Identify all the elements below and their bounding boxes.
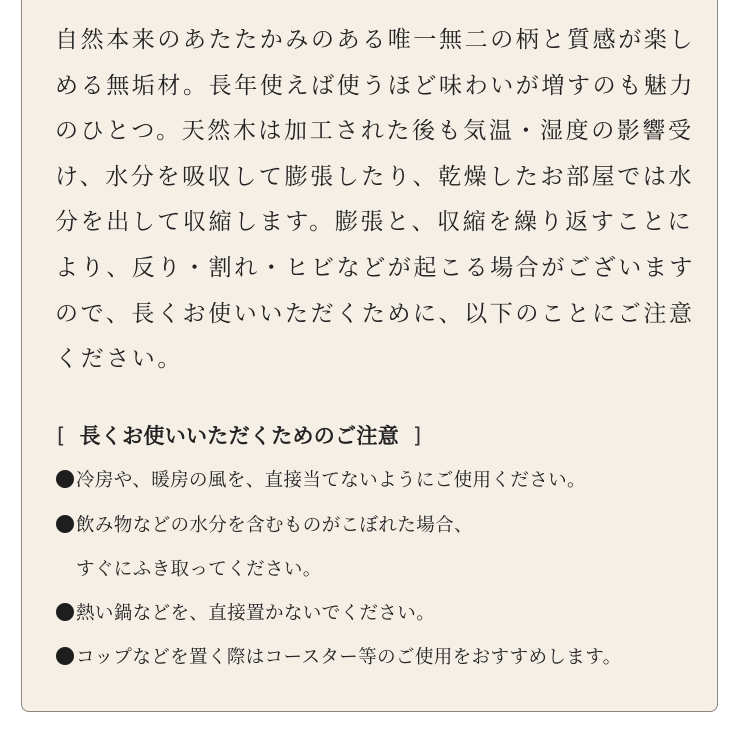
heading-open-bracket: [ xyxy=(57,424,66,448)
intro-line: より、反り・割れ・ヒビなどが起こる場合がございます xyxy=(55,254,695,281)
bullet-icon xyxy=(56,603,74,621)
bullet-icon xyxy=(56,647,74,665)
caution-text: コップなどを置く際はコースター等のご使用をおすすめします。 xyxy=(76,647,622,668)
caution-text: 冷房や、暖房の風を、直接当てないようにご使用ください。 xyxy=(76,470,586,491)
intro-line: ください。 xyxy=(55,346,183,373)
heading-close-bracket: ] xyxy=(413,424,422,448)
caution-item xyxy=(56,600,435,628)
intro-line: 分を出して収縮します。膨張と、収縮を繰り返すことに xyxy=(55,209,694,236)
intro-line: 自然本来のあたたかみのある唯一無二の柄と質感が楽し xyxy=(55,27,695,53)
intro-paragraph xyxy=(55,18,695,383)
intro-line: のひとつ。天然木は加工された後も気温・湿度の影響受 xyxy=(55,118,694,145)
caution-item xyxy=(56,512,473,580)
caution-item xyxy=(56,467,586,495)
heading-title: 長くお使いいただくためのご注意 xyxy=(79,424,399,448)
intro-line: ので、長くお使いいただくために、以下のことにご注意 xyxy=(55,300,695,327)
caution-item xyxy=(56,644,622,672)
caution-text: 飲み物などの水分を含むものがこぼれた場合、 xyxy=(76,515,473,536)
intro-line: める無垢材。長年使えば使うほど味わいが増すのも魅力 xyxy=(55,72,695,99)
caution-section-heading xyxy=(57,419,422,453)
bullet-icon xyxy=(56,470,74,488)
caution-text: 熱い鍋などを、直接置かないでください。 xyxy=(76,603,436,624)
bullet-icon xyxy=(56,515,74,533)
caution-text-continuation: すぐにふき取ってください。 xyxy=(76,559,322,580)
intro-line: け、水分を吸収して膨張したり、乾燥したお部屋では水 xyxy=(55,163,695,190)
